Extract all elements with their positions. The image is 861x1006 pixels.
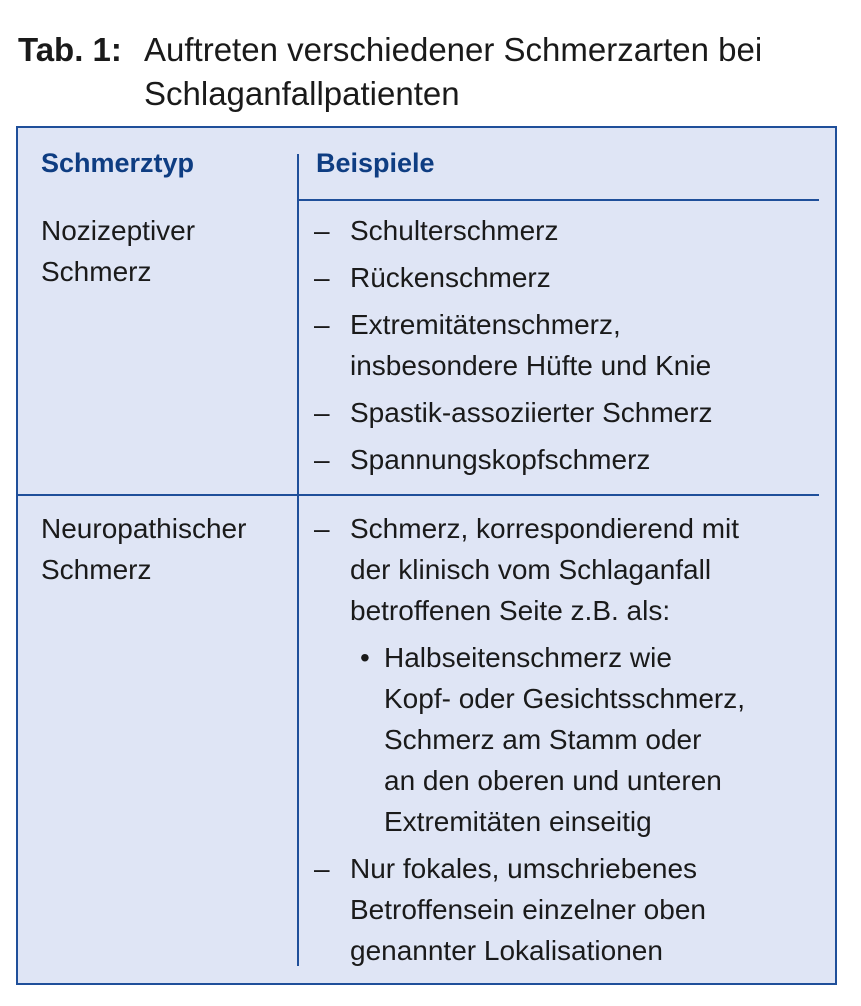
- subitem-text: Halbseitenschmerz wie: [384, 642, 672, 673]
- type-line: Schmerz: [41, 554, 152, 585]
- caption-label: Tab. 1:: [18, 31, 122, 68]
- sub-list-item: [314, 637, 814, 842]
- caption-line-1: [18, 28, 853, 72]
- bullet-marker: •: [360, 642, 370, 673]
- item-text: Rückenschmerz: [350, 262, 551, 293]
- item-text: betroffenen Seite z.B. als:: [350, 595, 671, 626]
- item-text: Schmerz, korrespondierend mit: [350, 513, 740, 544]
- row-divider: [18, 494, 819, 496]
- header-beispiele: Beispiele: [316, 148, 435, 178]
- item-text: der klinisch vom Schlaganfall: [350, 554, 712, 585]
- item-text: Betroffensein einzelner oben: [350, 894, 706, 925]
- header-rule: [297, 199, 819, 201]
- type-line: Nozizeptiver: [41, 215, 196, 246]
- row-nozizeptiv-type: [41, 210, 195, 292]
- list-item: [314, 439, 814, 480]
- item-text: Spannungskopfschmerz: [350, 444, 651, 475]
- header-schmerztyp: Schmerztyp: [41, 148, 195, 178]
- pain-types-table: [16, 126, 837, 985]
- dash-marker: –: [314, 397, 330, 428]
- subitem-text: Kopf- oder Gesichtsschmerz,: [384, 683, 746, 714]
- type-line: Neuropathischer: [41, 513, 247, 544]
- item-text: Extremitätenschmerz,: [350, 309, 621, 340]
- row-neuropathisch-examples: [314, 508, 814, 977]
- caption-title-line-2: Schlaganfallpatienten: [144, 75, 460, 112]
- caption-title-line-1: Auftreten verschiedener Schmerzarten bei: [144, 31, 763, 68]
- list-item: [314, 304, 814, 386]
- subitem-text: Schmerz am Stamm oder: [384, 724, 702, 755]
- subitem-text: Extremitäten einseitig: [384, 806, 652, 837]
- row-neuropathisch-type: [41, 508, 246, 590]
- list-item: [314, 257, 814, 298]
- subitem-text: an den oberen und unteren: [384, 765, 722, 796]
- type-line: Schmerz: [41, 256, 152, 287]
- dash-marker: –: [314, 309, 330, 340]
- dash-marker: –: [314, 444, 330, 475]
- list-item: [314, 392, 814, 433]
- row-nozizeptiv-examples: [314, 210, 814, 486]
- dash-marker: –: [314, 262, 330, 293]
- item-text: genannter Lokalisationen: [350, 935, 663, 966]
- dash-marker: –: [314, 513, 330, 544]
- item-text: Nur fokales, umschriebenes: [350, 853, 698, 884]
- list-item: [314, 210, 814, 251]
- list-item: [314, 848, 814, 971]
- item-text: Schulterschmerz: [350, 215, 559, 246]
- item-text: Spastik-assoziierter Schmerz: [350, 397, 713, 428]
- table-caption: [18, 28, 853, 116]
- table-header-row: [18, 128, 835, 200]
- column-divider: [297, 154, 299, 966]
- dash-marker: –: [314, 215, 330, 246]
- dash-marker: –: [314, 853, 330, 884]
- item-text: insbesondere Hüfte und Knie: [350, 350, 712, 381]
- list-item: [314, 508, 814, 631]
